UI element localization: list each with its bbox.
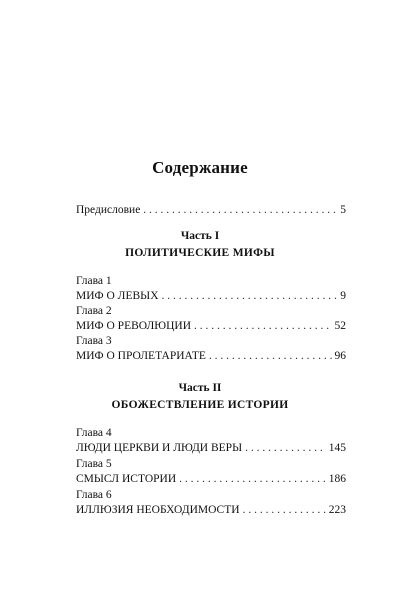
part-title: ОБОЖЕСТВЛЕНИЕ ИСТОРИИ [111,399,289,411]
toc-entry-chapter-6[interactable] [76,504,346,516]
toc-entry-chapter-1[interactable] [76,290,346,302]
page-title: Содержание [152,158,248,177]
chapter-label: Глава 3 [76,335,112,347]
entry-title: МИФ О РЕВОЛЮЦИИ [76,320,192,332]
chapter-label: Глава 4 [76,427,112,439]
part-number: Часть II [178,382,222,394]
page-number: 145 [328,442,346,454]
chapter-label: Глава 1 [76,275,112,287]
chapter-label: Глава 2 [76,305,112,317]
dot-leader [143,204,337,216]
toc-entry-preface[interactable] [76,204,346,216]
dot-leader [179,473,326,485]
toc-entry-chapter-3[interactable] [76,350,346,362]
toc-entry-chapter-4[interactable] [76,442,346,454]
toc-entry-chapter-5[interactable] [76,473,346,485]
dot-leader [243,504,326,516]
page-number: 52 [334,320,346,332]
chapter-label: Глава 5 [76,458,112,470]
page-number: 9 [340,290,346,302]
entry-title: СМЫСЛ ИСТОРИИ [76,473,177,485]
page-number: 186 [328,473,346,485]
entry-title: ИЛЛЮЗИЯ НЕОБХОДИМОСТИ [76,504,240,516]
entry-title: МИФ О ПРОЛЕТАРИАТЕ [76,350,206,362]
toc-entry-chapter-2[interactable] [76,320,346,332]
page-number: 5 [340,204,346,216]
entry-title: МИФ О ЛЕВЫХ [76,290,159,302]
dot-leader [162,290,338,302]
dot-leader [209,350,332,362]
page-number: 96 [334,350,346,362]
dot-leader [245,442,326,454]
page-number: 223 [328,504,346,516]
entry-title: Предисловие [76,204,141,216]
part-title: ПОЛИТИЧЕСКИЕ МИФЫ [125,247,275,259]
part-number: Часть I [180,230,220,242]
chapter-label: Глава 6 [76,489,112,501]
dot-leader [194,320,331,332]
entry-title: ЛЮДИ ЦЕРКВИ И ЛЮДИ ВЕРЫ [76,442,243,454]
